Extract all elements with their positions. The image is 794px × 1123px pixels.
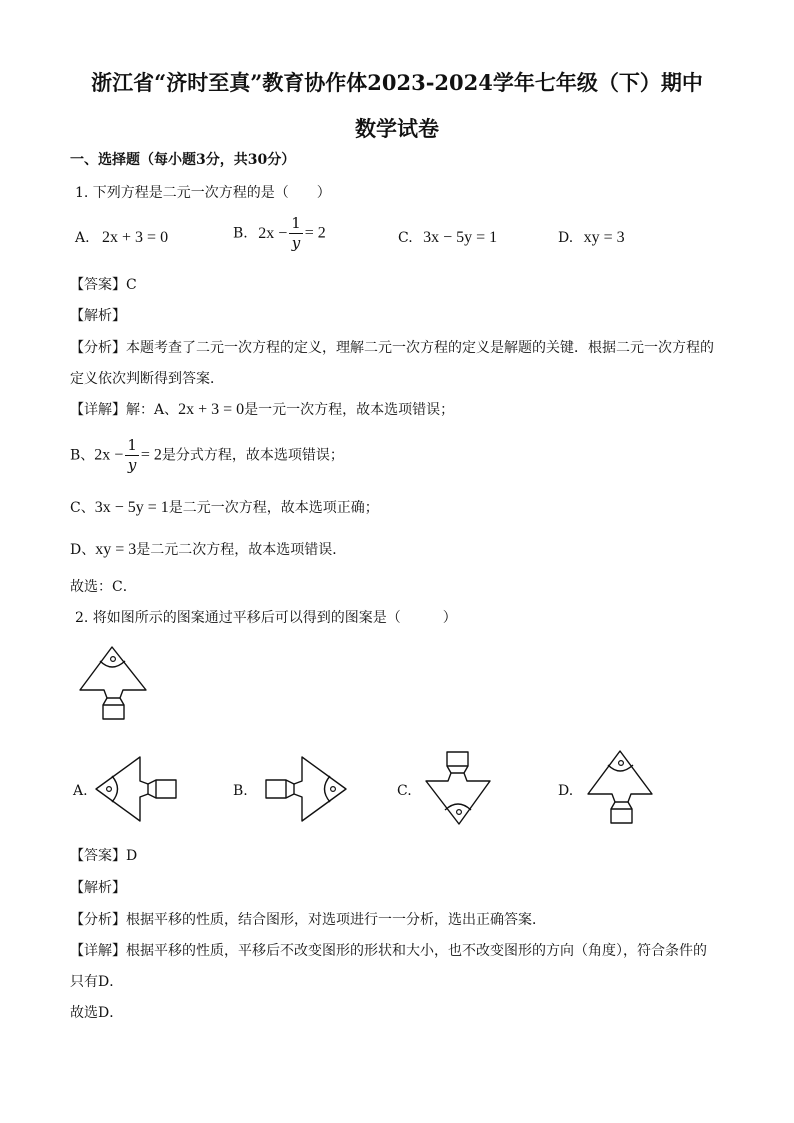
q1-xiangjie-c-math: 3x − 5y = 1 (94, 499, 169, 516)
q1-option-a-math: 2x + 3 = 0 (102, 229, 169, 246)
q2-option-a-figure (96, 757, 180, 821)
q1-xiangjie-a (70, 400, 454, 420)
q1-stem: 1. 下列方程是二元一次方程的是（ ） (75, 185, 331, 201)
figure-eye (457, 810, 462, 815)
q2-fenxi-tag: 【分析】 (70, 912, 126, 928)
q1-xiangjie-b-fraction (125, 438, 139, 473)
q1-conclusion: 故选：C． (70, 579, 137, 595)
q2-conclusion: 故选D． (70, 1005, 124, 1021)
document-subtitle: 数学试卷 (355, 116, 439, 141)
q1-xiangjie-a-math: 2x + 3 = 0 (178, 401, 245, 418)
q1-xiangjie-d (70, 540, 346, 560)
q1-option-d-math: xy = 3 (583, 229, 625, 246)
q1-option-a (75, 228, 168, 248)
q1-fenxi-line2: 定义依次判断得到答案． (70, 371, 224, 387)
figure-eye (111, 657, 116, 662)
figure-arc (325, 776, 331, 802)
figure-outline (588, 751, 652, 823)
figure-eye (331, 787, 336, 792)
fraction-numerator: 1 (127, 436, 137, 454)
q1-xiangjie-d-post: 是二元二次方程，故本选项错误． (136, 542, 347, 558)
q2-xiangjie-tag: 【详解】 (70, 943, 126, 959)
q1-analysis-tag: 【解析】 (70, 308, 126, 324)
q1-xiangjie-b-pre: B、 (70, 447, 95, 464)
q2-xiangjie-line1 (70, 941, 707, 961)
q1-xiangjie-d-pre: D、 (70, 542, 96, 558)
q2-option-d-label: D. (558, 783, 574, 799)
q2-option-b-figure (262, 757, 346, 821)
q2-option-c-figure (426, 748, 492, 826)
q2-xiangjie-text: 根据平移的性质，平移后不改变图形的形状和大小，也不改变图形的方向（角度），符合条件的 (126, 943, 707, 959)
q2-option-b-label: B. (233, 783, 248, 799)
q1-option-b-label: B. (233, 225, 248, 242)
q1-option-b-math-pre: 2x − (258, 224, 288, 242)
q1-xiangjie-b-post: 是分式方程，故本选项错误； (161, 447, 344, 464)
q1-fenxi-tag: 【分析】 (70, 340, 126, 356)
q1-option-b-fraction (289, 216, 303, 251)
q1-xiangjie-c-pre: C、 (70, 500, 95, 516)
section-heading: 一、选择题（每小题3分，共30分） (70, 152, 296, 168)
q1-fenxi-text: 本题考查了二元一次方程的定义，理解二元一次方程的定义是解题的关键．根据二元一次方程的 (126, 340, 714, 356)
q1-xiangjie-tag: 【详解】 (70, 402, 126, 418)
q1-option-b (233, 216, 326, 251)
q1-xiangjie-a-pre: 解：A、 (126, 402, 179, 418)
q1-xiangjie-c-post: 是二元一次方程，故本选项正确； (168, 500, 379, 516)
fraction-numerator: 1 (291, 214, 301, 232)
q2-stem: 2. 将如图所示的图案通过平移后可以得到的图案是（ ） (75, 610, 457, 626)
q2-option-a-label: A. (73, 783, 88, 799)
q2-analysis-tag: 【解析】 (70, 880, 126, 896)
figure-eye (107, 787, 112, 792)
q1-option-d (558, 228, 625, 248)
q1-xiangjie-c (70, 498, 379, 518)
q1-xiangjie-a-post: 是一元一次方程，故本选项错误； (244, 402, 455, 418)
q2-fenxi (70, 910, 546, 930)
q2-original-figure (80, 645, 150, 723)
q1-option-c-math: 3x − 5y = 1 (423, 229, 498, 246)
q2-answer: 【答案】D (70, 848, 138, 864)
figure-outline (426, 752, 490, 824)
q1-xiangjie-b (70, 438, 344, 473)
fraction-denominator: y (291, 234, 301, 252)
q1-xiangjie-b-math-post: = 2 (140, 446, 162, 464)
q1-answer: 【答案】C (70, 277, 137, 293)
q2-fenxi-text: 根据平移的性质，结合图形，对选项进行一一分析，选出正确答案． (126, 912, 546, 928)
document-title: 浙江省“济时至真”教育协作体2023-2024学年七年级（下）期中 (91, 70, 703, 95)
q1-option-b-math-post: = 2 (304, 224, 326, 242)
figure-eye (619, 761, 624, 766)
q2-option-d-figure (588, 749, 654, 827)
q1-option-c (398, 228, 497, 248)
q1-xiangjie-b-math-pre: 2x − (94, 446, 124, 464)
q2-xiangjie-line2: 只有D． (70, 974, 124, 990)
q2-option-c-label: C. (397, 783, 412, 799)
q1-xiangjie-d-math: xy = 3 (95, 541, 137, 558)
q1-fenxi-line1 (70, 338, 714, 358)
figure-outline (266, 757, 346, 821)
fraction-denominator: y (127, 456, 137, 474)
q1-option-c-label: C. (398, 230, 413, 246)
q1-option-d-label: D. (558, 230, 574, 246)
figure-arc (112, 776, 118, 802)
q1-option-a-label: A. (75, 230, 90, 246)
figure-arc (445, 804, 471, 810)
figure-outline (96, 757, 176, 821)
figure-outline (80, 647, 146, 719)
